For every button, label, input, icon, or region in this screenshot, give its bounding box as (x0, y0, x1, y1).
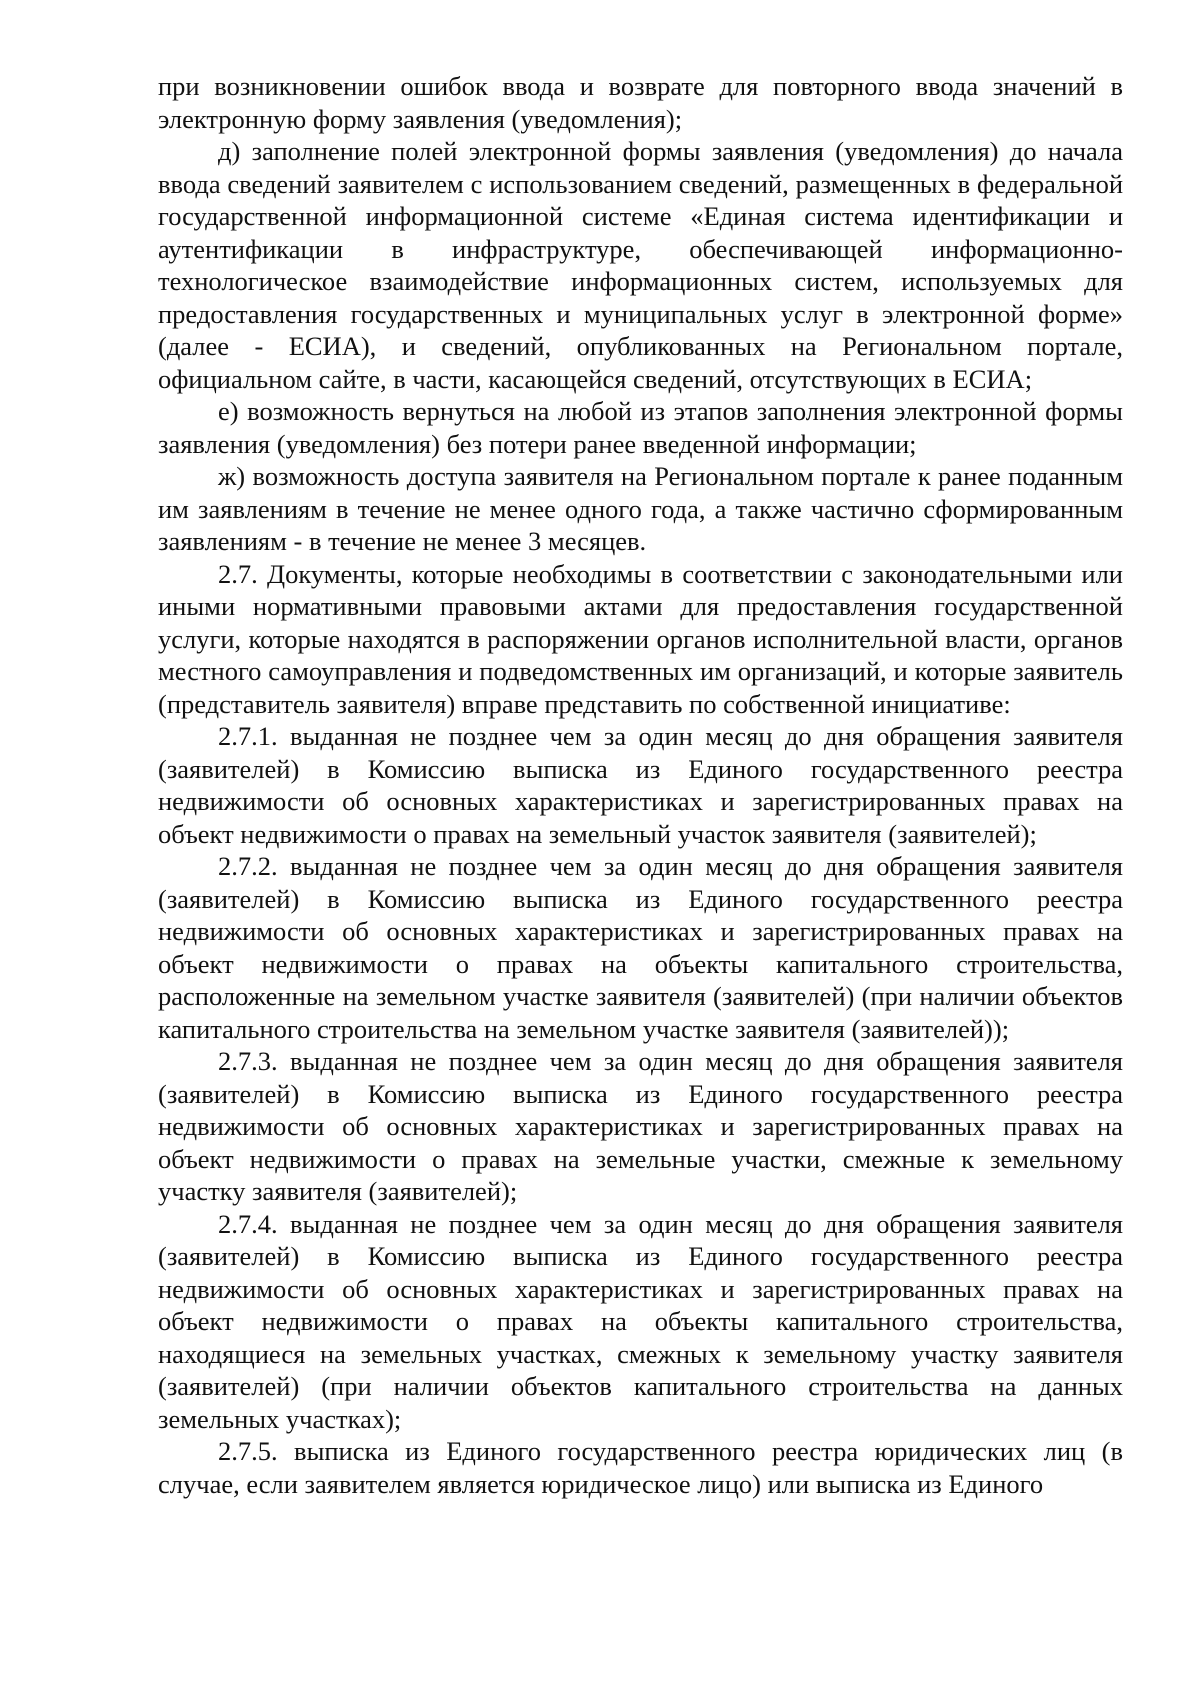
paragraph-section-2-7-2: 2.7.2. выданная не позднее чем за один месяц до дня обращения заявителя (заявителей) в Комиссию выписка из Единого государственного реестра недвижимости об основных характеристиках и зарегистрированных правах на объект недвижимости о правах на объекты капитального строительства, расположенные на земельном участке заявителя (заявителей) (при наличии объектов капитального строительства на земельном участке заявителя (заявителей)); (158, 851, 1123, 1044)
paragraph-section-2-7-1: 2.7.1. выданная не позднее чем за один месяц до дня обращения заявителя (заявителей) в Комиссию выписка из Единого государственного реестра недвижимости об основных характеристиках и зарегистрированных правах на объект недвижимости о правах на земельный участок заявителя (заявителей); (158, 721, 1123, 849)
paragraph-section-2-7-4: 2.7.4. выданная не позднее чем за один месяц до дня обращения заявителя (заявителей) в Комиссию выписка из Единого государственного реестра недвижимости об основных характеристиках и зарегистрированных правах на объект недвижимости о правах на объекты капитального строительства, находящиеся на земельных участках, смежных к земельному участку заявителя (заявителей) (при наличии объектов капитального строительства на данных земельных участках); (158, 1208, 1123, 1434)
paragraph-section-2-7-3: 2.7.3. выданная не позднее чем за один месяц до дня обращения заявителя (заявителей) в Комиссию выписка из Единого государственного реестра недвижимости об основных характеристиках и зарегистрированных правах на объект недвижимости о правах на земельные участки, смежные к земельному участку заявителя (заявителей); (158, 1046, 1123, 1206)
paragraph-item-d: д) заполнение полей электронной формы заявления (уведомления) до начала ввода сведений заявителем с использованием сведений, размещенных в федеральной государственной информационной системе «Единая система идентификации и аутентификации в инфраструктуре, обеспечивающей информационно-технологическое взаимодействие информационных систем, используемых для предоставления государственных и муниципальных услуг в электронной форме» (далее - ЕСИА), и сведений, опубликованных на Региональном портале, официальном сайте, в части, касающейся сведений, отсутствующих в ЕСИА; (158, 136, 1123, 394)
paragraph-section-2-7-5: 2.7.5. выписка из Единого государственного реестра юридических лиц (в случае, если заявителем является юридическое лицо) или выписка из Единого (158, 1436, 1123, 1499)
paragraph-section-2-7: 2.7. Документы, которые необходимы в соответствии с законодательными или иными нормативными правовыми актами для предоставления государственной услуги, которые находятся в распоряжении органов исполнительной власти, органов местного самоуправления и подведомственных им организаций, и которые заявитель (представитель заявителя) вправе представить по собственной инициативе: (158, 558, 1123, 719)
paragraph-item-zh: ж) возможность доступа заявителя на Региональном портале к ранее поданным им заявлениям в течение не менее одного года, а также частично сформированным заявлениям - в течение не менее 3 месяцев. (158, 461, 1123, 556)
paragraph-input-errors-continuation: при возникновении ошибок ввода и возврате для повторного ввода значений в электронную форму заявления (уведомления); (158, 71, 1123, 134)
document-page (158, 70, 1123, 1500)
paragraph-item-e: е) возможность вернуться на любой из этапов заполнения электронной формы заявления (уведомления) без потери ранее введенной информации; (158, 396, 1123, 459)
